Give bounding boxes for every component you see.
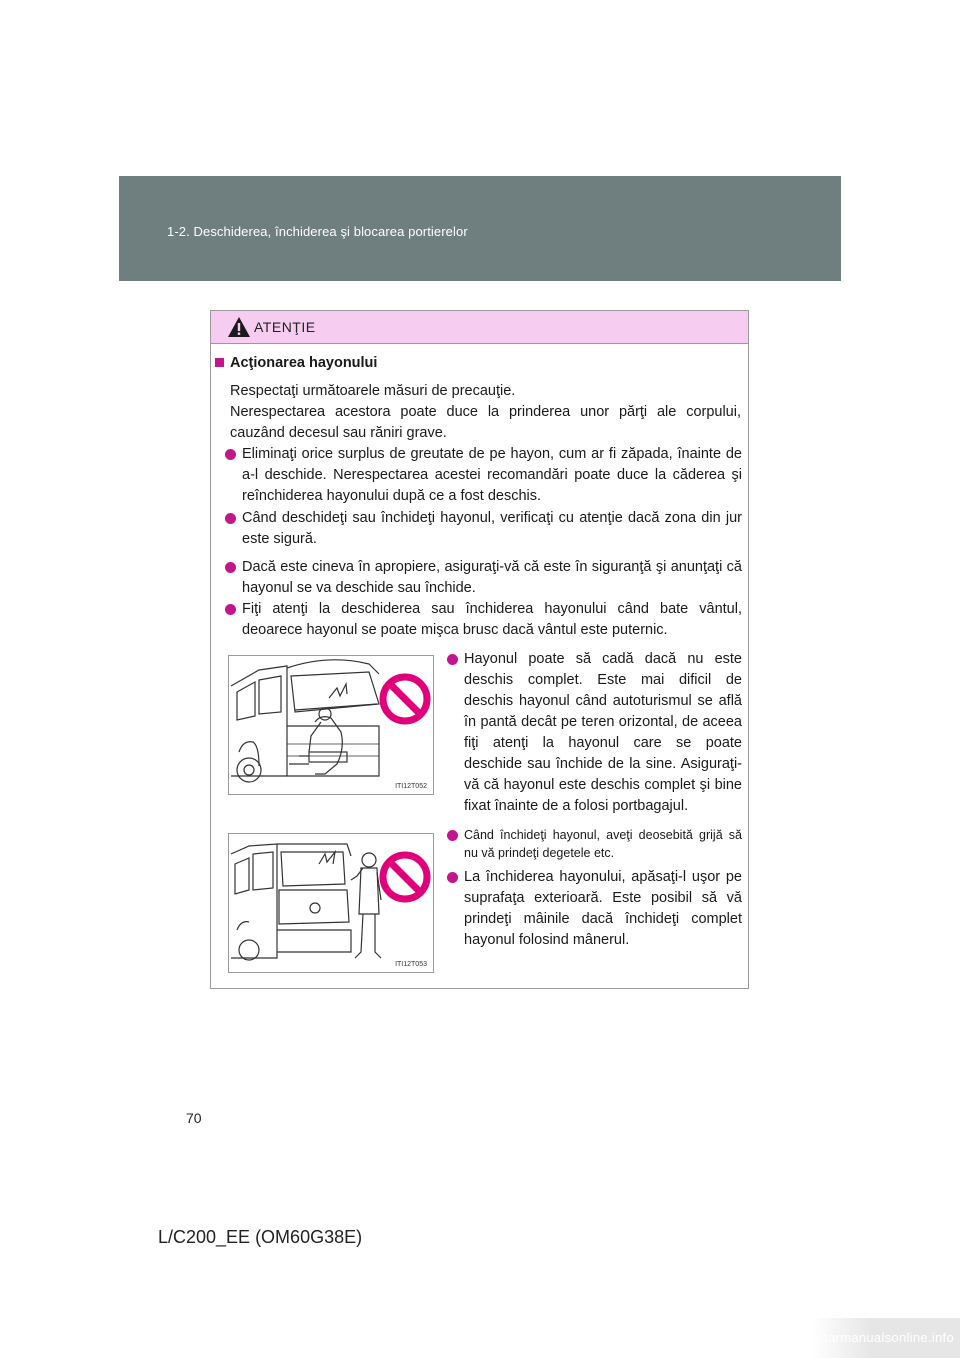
- bullet-dot-icon: [447, 654, 458, 665]
- illustration-tailgate-open: [228, 655, 434, 795]
- bullet-dot-icon: [225, 562, 236, 573]
- list-item: Când deschideţi sau închideţi hayonul, verificaţi cu atenţie dacă zona din jur este sigură.: [225, 508, 742, 550]
- figure-code: ITI12T053: [395, 961, 427, 968]
- list-item: Când închideţi hayonul, aveţi deosebită grijă să nu vă prindeţi degetele etc.: [447, 826, 742, 862]
- list-item: Dacă este cineva în apropiere, asiguraţi-vă că este în siguranţă şi anunţaţi că hayonul se va deschide sau închide.: [225, 557, 742, 599]
- section-breadcrumb: 1-2. Deschiderea, închiderea şi blocarea portierelor: [167, 224, 468, 239]
- figure-code: ITI12T052: [395, 783, 427, 790]
- bullet-dot-icon: [225, 604, 236, 615]
- document-code: L/C200_EE (OM60G38E): [158, 1227, 363, 1247]
- warning-box: [210, 310, 749, 989]
- intro-paragraph: Nerespectarea acestora poate duce la prinderea unor părţi ale corpului, cauzând decesul sau răniri grave.: [230, 404, 741, 441]
- list-item: Hayonul poate să cadă dacă nu este deschis complet. Este mai dificil de deschis hayonul când autoturismul se află în pantă decât pe teren orizontal, de aceea fiţi atenţi la hayonul care se poate deschide sau închide de la sine. Asiguraţi-vă că hayonul este deschis complet şi bine fixat înainte de a folosi portbagajul.: [447, 649, 742, 817]
- bullet-dot-icon: [447, 872, 458, 883]
- prohibition-icon: [378, 850, 432, 904]
- list-item: Eliminaţi orice surplus de greutate de pe hayon, cum ar fi zăpada, înainte de a-l deschide. Nerespectarea acestei recomandări poate duce la căderea şi reînchiderea hayonului după ce a fost deschis.: [225, 444, 742, 507]
- warning-header: [211, 311, 748, 344]
- watermark: carmanualsonline.info: [812, 1318, 960, 1358]
- list-item: Fiţi atenţi la deschiderea sau închiderea hayonului când bate vântul, deoarece hayonul se poate mişca brusc dacă vântul este puternic.: [225, 599, 742, 641]
- bullet-dot-icon: [225, 513, 236, 524]
- warning-title: ATENŢIE: [254, 319, 316, 335]
- square-bullet-icon: [215, 358, 224, 367]
- bullet-dot-icon: [225, 449, 236, 460]
- section-title: Acţionarea hayonului: [215, 355, 377, 371]
- page-number: 70: [186, 1110, 202, 1126]
- bullet-dot-icon: [447, 830, 458, 841]
- warning-icon: [227, 316, 251, 338]
- prohibition-icon: [378, 672, 432, 726]
- illustration-tailgate-close: [228, 833, 434, 973]
- header-band: [119, 176, 841, 281]
- intro-line: Respectaţi următoarele măsuri de precauţie.: [230, 383, 516, 399]
- list-item: La închiderea hayonului, apăsaţi-l uşor pe suprafaţa exterioară. Este posibil să vă prindeţi mâinile dacă închideţi complet hayonul folosind mânerul.: [447, 867, 742, 951]
